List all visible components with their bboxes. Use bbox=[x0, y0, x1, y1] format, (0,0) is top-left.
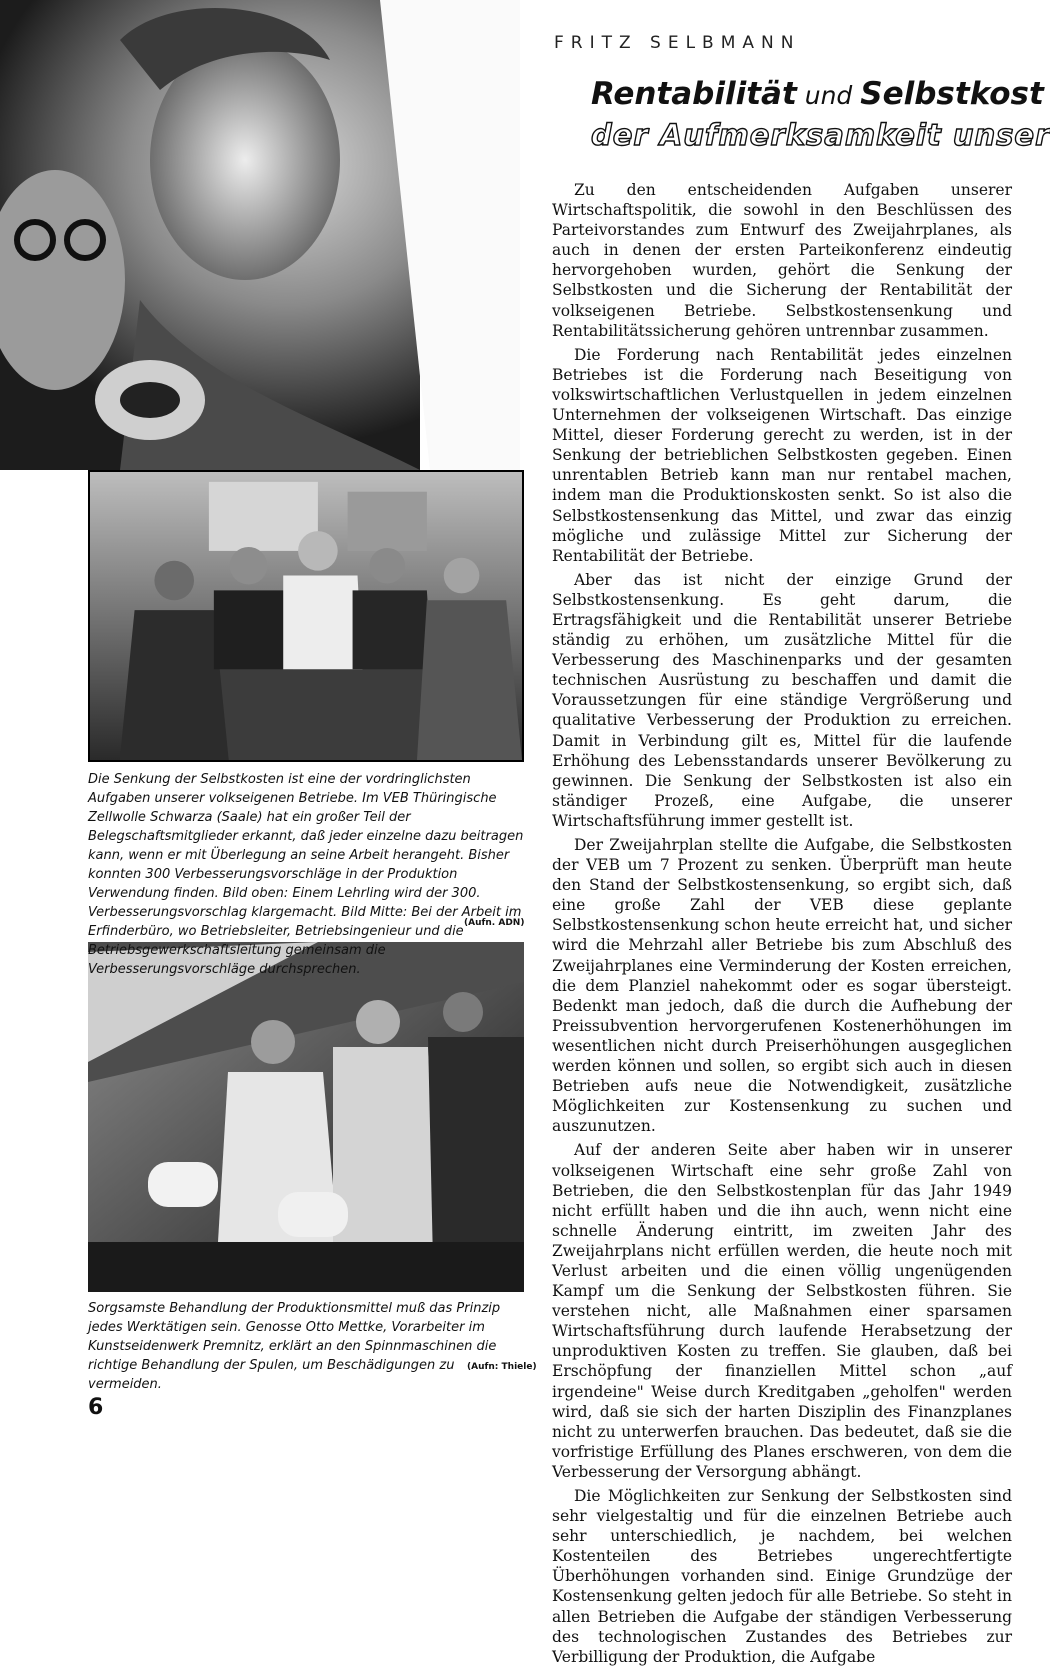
paragraph-5: Auf der anderen Seite aber haben wir in unserer volkseigenen Wirtschaft eine sehr große Zahl von Betrieben, die den Selbstkostenplan für das Jahr 1949 nicht erfüllt haben und die ihn auch, wenn nicht eine schnelle Änderung eintritt, im zweiten Jahr des Zweijahrplans nicht erfüllen werden, die heute noch mit Verlust arbeiten und die einen völlig ungenügenden Kampf um die Senkung der Selbstkosten führen. Sie verstehen nicht, alle Maßnahmen einer sparsamen Wirtschaftsführung durch laufende Herabsetzung der unproduktiven Kosten zu treffen. Sie glauben, daß bei Erschöpfung der finanziellen Mittel schon „auf irgendeine" Weise durch Kreditgaben „geholfen" werden wird, daß sie sich der harten Disziplin des Finanzplanes nicht zu unterwerfen brauchen. Das bedeutet, daß sie die vorfristige Erfüllung des Planes erschweren, von dem die Verbesserung der Versorgung abhängt. bbox=[552, 1141, 1012, 1481]
paragraph-6: Die Möglichkeiten zur Senkung der Selbstkosten sind sehr vielgestaltig und für die einzelnen Betriebe auch sehr unterschiedlich, je nachdem, bei welchen Kostenteilen des Betriebes ungerechtfertigte Überhöhungen vorhanden sind. Einige Grundzüge der Kostensenkung gelten jedoch für alle Betriebe. So steht in allen Betrieben die Aufgabe der ständigen Verbesserung des technologischen Zustandes des Betriebes zur Verbilligung der Produktion, die Aufgabe bbox=[552, 1487, 1012, 1666]
headline-line-2: der Aufmerksamkeit unser bbox=[591, 118, 1050, 152]
headline-word-selbstkosten: Selbstkost bbox=[860, 76, 1044, 112]
photo-caption-top: Die Senkung der Selbstkosten ist eine der vordringlichsten Aufgaben unserer volkseigenen Betriebe. Im VEB Thüringische Zellwolle Schwarza (Saale) hat ein großer Teil der Belegschaftsmitglieder erkannt, daß jeder einzelne dazu beitragen kann, wenn er mit Überlegung an seine Arbeit herangeht. Bisher konnten 300 Verbesserungsvorschläge in der Produktion Verwendung finden. Bild oben: Einem Lehrling wird der 300. Verbesserungsvorschlag klargemacht. Bild Mitte: Bei der Arbeit im Erfinderbüro, wo Betriebsleiter, Betriebsingenieur und die Betriebsgewerkschaftsleitung gemeinsam die Verbesserungsvorschläge durchsprechen. bbox=[88, 772, 524, 977]
headline-line-1 bbox=[591, 76, 1044, 112]
paragraph-4: Der Zweijahrplan stellte die Aufgabe, die Selbstkosten der VEB um 7 Prozent zu senken. Überprüft man heute den Stand der Selbstkostensenkung, so ergibt sich, daß eine große Zahl der VEB diese geplante Selbstkostensenkung schon heute erreicht hat, und sicher wird die Mehrzahl aller Betriebe bis zum Abschluß des Zweijahrplanes eine Verminderung der Kosten erreichen, die dem Planziel nahekommt oder es sogar übersteigt. Bedenkt man jedoch, daß die durch die Aufhebung der Preissubvention hervorgerufenen Kostenerhöhungen im wesentlichen nicht durch Preiserhöhungen ausgeglichen werden können und sollen, so ergibt sich auch in diesen Betrieben aufs neue die Notwendigkeit, zusätzliche Möglichkeiten zur Kostensenkung zu suchen und auszunutzen. bbox=[552, 836, 1012, 1136]
photo-credit-top: (Aufn. ADN) bbox=[464, 918, 525, 928]
photo-inventors-office-meeting bbox=[88, 470, 524, 762]
photo-credit-bottom: (Aufn: Thiele) bbox=[467, 1362, 537, 1372]
paragraph-2: Die Forderung nach Rentabilität jedes einzelnen Betriebes ist die Forderung nach Beseitigung von volkswirtschaftlichen Verlustquellen in jedem einzelnen Unternehmen der volkseigenen Wirtschaft. Das einzige Mittel, dieser Forderung gerecht zu werden, ist in der Senkung der betrieblichen Selbstkosten gegeben. Einen unrentablen Betrieb kann man nur rentabel machen, indem man die Produktionskosten senkt. So ist also die Selbstkostensenkung das Mittel, und zwar das einzig mögliche und zulässige Mittel zur Sicherung der Rentabilität der Betriebe. bbox=[552, 345, 1012, 565]
paragraph-3: Aber das ist nicht der einzige Grund der Selbstkostensenkung. Es geht darum, die Ertragsfähigkeit und die Rentabilität unserer Betriebe ständig zu erhöhen, um zusätzliche Mittel für die Verbesserung des Maschinenparks und der gesamten technischen Ausrüstung zu beschaffen und damit die Voraussetzungen für eine ständige Vergrößerung und qualitative Verbesserung der Produktion zu erreichen. Damit in Verbindung gilt es, Mittel für die laufende Erhöhung des Lebensstandards unserer Bevölkerung zu gewinnen. Die Senkung der Selbstkosten ist also ein ständiger Prozeß, eine Aufgabe, die unserer Wirtschaftsführung immer gestellt ist. bbox=[552, 570, 1012, 830]
headline-word-rentabilitaet: Rentabilität bbox=[591, 76, 797, 112]
photo-spinning-machines bbox=[88, 942, 524, 1292]
photo-caption-bottom: Sorgsamste Behandlung der Produktionsmittel muß das Prinzip jedes Werktätigen sein. Genosse Otto Mettke, Vorarbeiter im Kunstseidenwerk Premnitz, erklärt an den Spinnmaschinen die richtige Behandlung der Spulen, um Beschädigungen zu vermeiden. bbox=[88, 1301, 501, 1392]
photo-apprentice-and-instructor bbox=[0, 0, 520, 470]
article-body bbox=[552, 180, 1012, 1671]
paragraph-1: Zu den entscheidenden Aufgaben unserer Wirtschaftspolitik, die sowohl in den Beschlüssen des Parteivorstandes zum Entwurf des Zweijahrplanes, als auch in denen der ersten Parteikonferenz eindeutig hervorgehoben wurden, gehört die Senkung der Selbstkosten und die Sicherung der Rentabilität der volkseigenen Betriebe. Selbstkostensenkung und Rentabilitätssicherung gehören untrennbar zusammen. bbox=[552, 181, 1012, 340]
page-number: 6 bbox=[88, 1395, 104, 1420]
author-name: FRITZ SELBMANN bbox=[554, 33, 801, 53]
headline-word-und: und bbox=[796, 81, 861, 110]
